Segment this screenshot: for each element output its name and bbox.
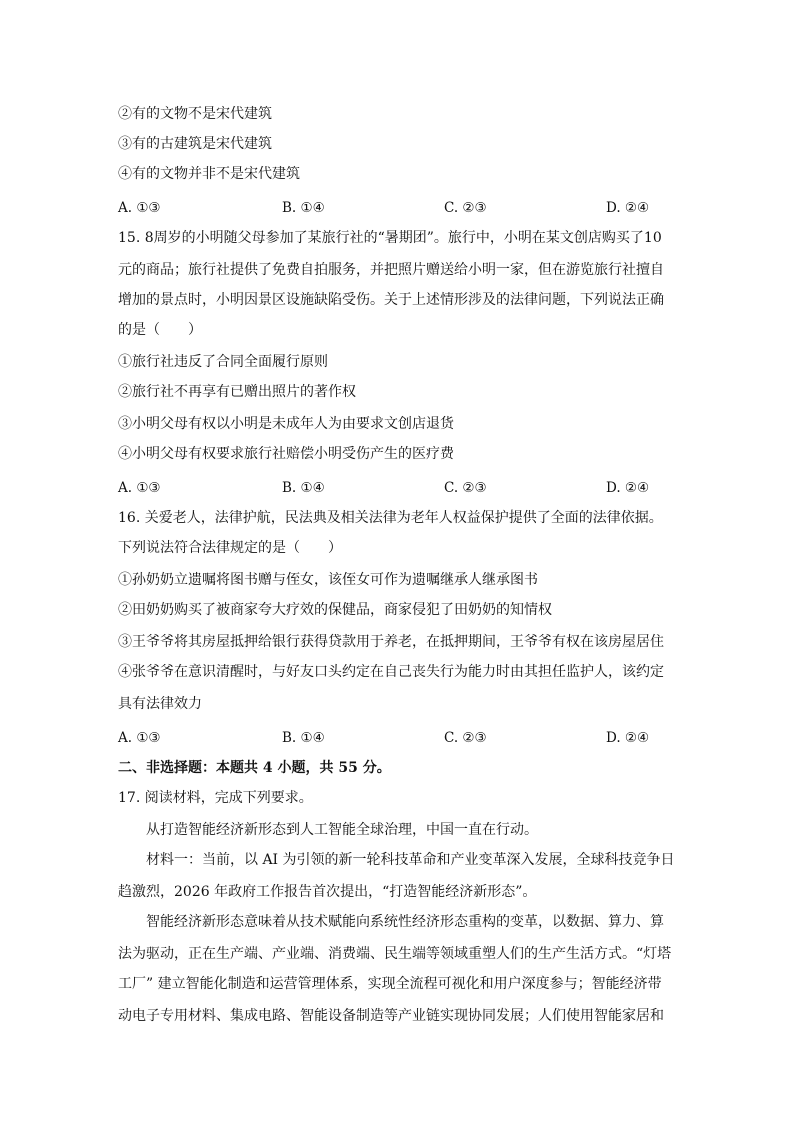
material-one: 趋激烈，2026 年政府工作报告首次提出，“打造智能经济新形态”。	[118, 884, 537, 900]
choice-b: B. ①④	[282, 480, 325, 496]
choice-d: D. ②④	[606, 200, 650, 216]
choice-d: D. ②④	[606, 480, 650, 496]
choice-d: D. ②④	[606, 730, 650, 746]
option-statement: ③小明父母有权以小明是未成年人为由要求文创店退货	[118, 416, 454, 432]
choice-c: C. ②③	[444, 200, 487, 216]
material-paragraph: 工厂” 建立智能化制造和运营管理体系，实现全流程可视化和用户深度参与；智能经济带	[118, 976, 662, 992]
option-statement: ④张爷爷在意识清醒时，与好友口头约定在自己丧失行为能力时由其担任监护人，该约定	[118, 664, 664, 680]
option-statement: ②田奶奶购买了被商家夸大疗效的保健品，商家侵犯了田奶奶的知情权	[118, 602, 552, 618]
option-statement: ③王爷爷将其房屋抵押给银行获得贷款用于养老，在抵押期间，王爷爷有权在该房屋居住	[118, 634, 664, 650]
option-statement: ①孙奶奶立遗嘱将图书赠与侄女，该侄女可作为遗嘱继承人继承图书	[118, 572, 538, 588]
choice-a: A. ①③	[118, 480, 161, 496]
material-paragraph: 法为驱动，正在生产端、产业端、消费端、民生端等领域重塑人们的生产生活方式。“灯塔	[118, 946, 672, 962]
choice-c: C. ②③	[444, 730, 487, 746]
question-16-stem: 16. 关爱老人，法律护航，民法典及相关法律为老年人权益保护提供了全面的法律依据。	[118, 510, 663, 526]
question-17-stem: 17. 阅读材料，完成下列要求。	[118, 790, 313, 806]
choice-a: A. ①③	[118, 730, 161, 746]
choice-a: A. ①③	[118, 200, 161, 216]
option-statement: ②有的文物不是宋代建筑	[118, 106, 272, 122]
choice-b: B. ①④	[282, 730, 325, 746]
option-statement: 具有法律效力	[118, 696, 202, 712]
question-16-stem: 下列说法符合法律规定的是（ ）	[118, 540, 342, 556]
material-paragraph: 动电子专用材料、集成电路、智能设备制造等产业链实现协同发展；人们使用智能家居和	[118, 1008, 664, 1024]
option-statement: ④小明父母有权要求旅行社赔偿小明受伤产生的医疗费	[118, 446, 454, 462]
choice-b: B. ①④	[282, 200, 325, 216]
question-15-stem: 的是（ ）	[118, 322, 202, 338]
option-statement: ④有的文物并非不是宋代建筑	[118, 166, 300, 182]
option-statement: ②旅行社不再享有已赠出照片的著作权	[118, 384, 356, 400]
question-15-stem: 元的商品；旅行社提供了免费自拍服务，并把照片赠送给小明一家，但在游览旅行社擅自	[118, 262, 664, 278]
section-heading: 二、非选择题：本题共 4 小题，共 55 分。	[118, 760, 391, 776]
question-15-stem: 增加的景点时，小明因景区设施缺陷受伤。关于上述情形涉及的法律问题，下列说法正确	[118, 292, 664, 308]
material-lead: 从打造智能经济新形态到人工智能全球治理，中国一直在行动。	[146, 822, 538, 838]
option-statement: ③有的古建筑是宋代建筑	[118, 136, 272, 152]
question-15-stem: 15. 8周岁的小明随父母参加了某旅行社的“暑期团”。旅行中，小明在某文创店购买了10	[118, 230, 662, 246]
option-statement: ①旅行社违反了合同全面履行原则	[118, 354, 328, 370]
choice-c: C. ②③	[444, 480, 487, 496]
material-one: 材料一：当前，以 AI 为引领的新一轮科技革命和产业变革深入发展，全球科技竞争日	[146, 852, 675, 868]
material-paragraph: 智能经济新形态意味着从技术赋能向系统性经济形态重构的变革，以数据、算力、算	[146, 914, 664, 930]
